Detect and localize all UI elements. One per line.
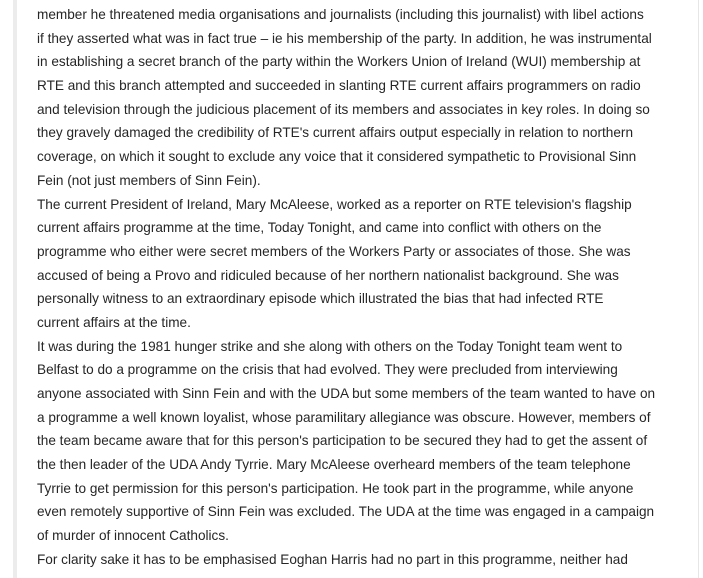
paragraph-text-line: For clarity sake it has to be emphasised Eoghan Harris had no part in this programme, neither had [37, 551, 628, 567]
paragraph-text-line: even remotely supportive of Sinn Fein was excluded. The UDA at the time was engaged in a campaign [37, 504, 655, 520]
paragraph-text-line: in establishing a secret branch of the party within the Workers Union of Ireland (WUI) membership at [37, 54, 641, 70]
article-paragraph [37, 193, 697, 335]
article-body [37, 3, 697, 572]
paragraph-text-line: and television through the judicious placement of its members and associates in key roles. In doing so [37, 101, 650, 117]
scrollbar-track[interactable] [698, 0, 699, 578]
left-border [13, 0, 17, 578]
paragraph-text-line: It was during the 1981 hunger strike and she along with others on the Today Tonight team went to [37, 338, 623, 354]
paragraph-text-line: programme who either were secret members of the Workers Party or associates of those. She was [37, 243, 631, 259]
paragraph-text-line: coverage, on which it sought to exclude any voice that it considered sympathetic to Provisional Sinn [37, 149, 637, 165]
article-paragraph [37, 335, 697, 548]
paragraph-text-line: anyone associated with Sinn Fein and with the UDA but some members of the team wanted to have on [37, 386, 656, 401]
paragraph-text-line: Belfast to do a programme on the crisis that had evolved. They were precluded from interviewing [37, 362, 618, 378]
paragraph-text-line: the team became aware that for this person's participation to be secured they had to get the assent of [37, 433, 648, 449]
paragraph-text-line: a programme a well known loyalist, whose paramilitary allegiance was obscure. However, members of [37, 409, 651, 425]
paragraph-text-line: current affairs programme at the time, Today Tonight, and came into conflict with others on the [37, 220, 602, 236]
article-paragraph [37, 3, 697, 193]
paragraph-text-line: the then leader of the UDA Andy Tyrrie. Mary McAleese overheard members of the team telephone [37, 457, 631, 473]
paragraph-text-line: Tyrrie to get permission for this person's participation. He took part in the programme, while anyone [37, 480, 634, 496]
paragraph-text-line: current affairs at the time. [37, 314, 191, 330]
paragraph-text-line: The current President of Ireland, Mary McAleese, worked as a reporter on RTE television's flagship [37, 196, 632, 212]
paragraph-text-line: personally witness to an extraordinary episode which illustrated the bias that had infected RTE [37, 291, 604, 307]
paragraph-text-line: member he threatened media organisations and journalists (including this journalist) with libel actions [37, 7, 644, 22]
paragraph-text-line: RTE and this branch attempted and succeeded in slanting RTE current affairs programmers on radio [37, 78, 641, 94]
paragraph-text-line: of murder of innocent Catholics. [37, 528, 229, 544]
paragraph-text-line: accused of being a Provo and ridiculed because of her northern nationalist background. She was [37, 267, 619, 283]
paragraph-text-line: if they asserted what was in fact true – ie his membership of the party. In addition, he was instrumental [37, 30, 652, 46]
paragraph-text-line: Fein (not just members of Sinn Fein). [37, 172, 261, 188]
paragraph-text-line: they gravely damaged the credibility of RTE's current affairs output especially in relation to northern [37, 125, 634, 141]
article-paragraph [37, 548, 697, 572]
